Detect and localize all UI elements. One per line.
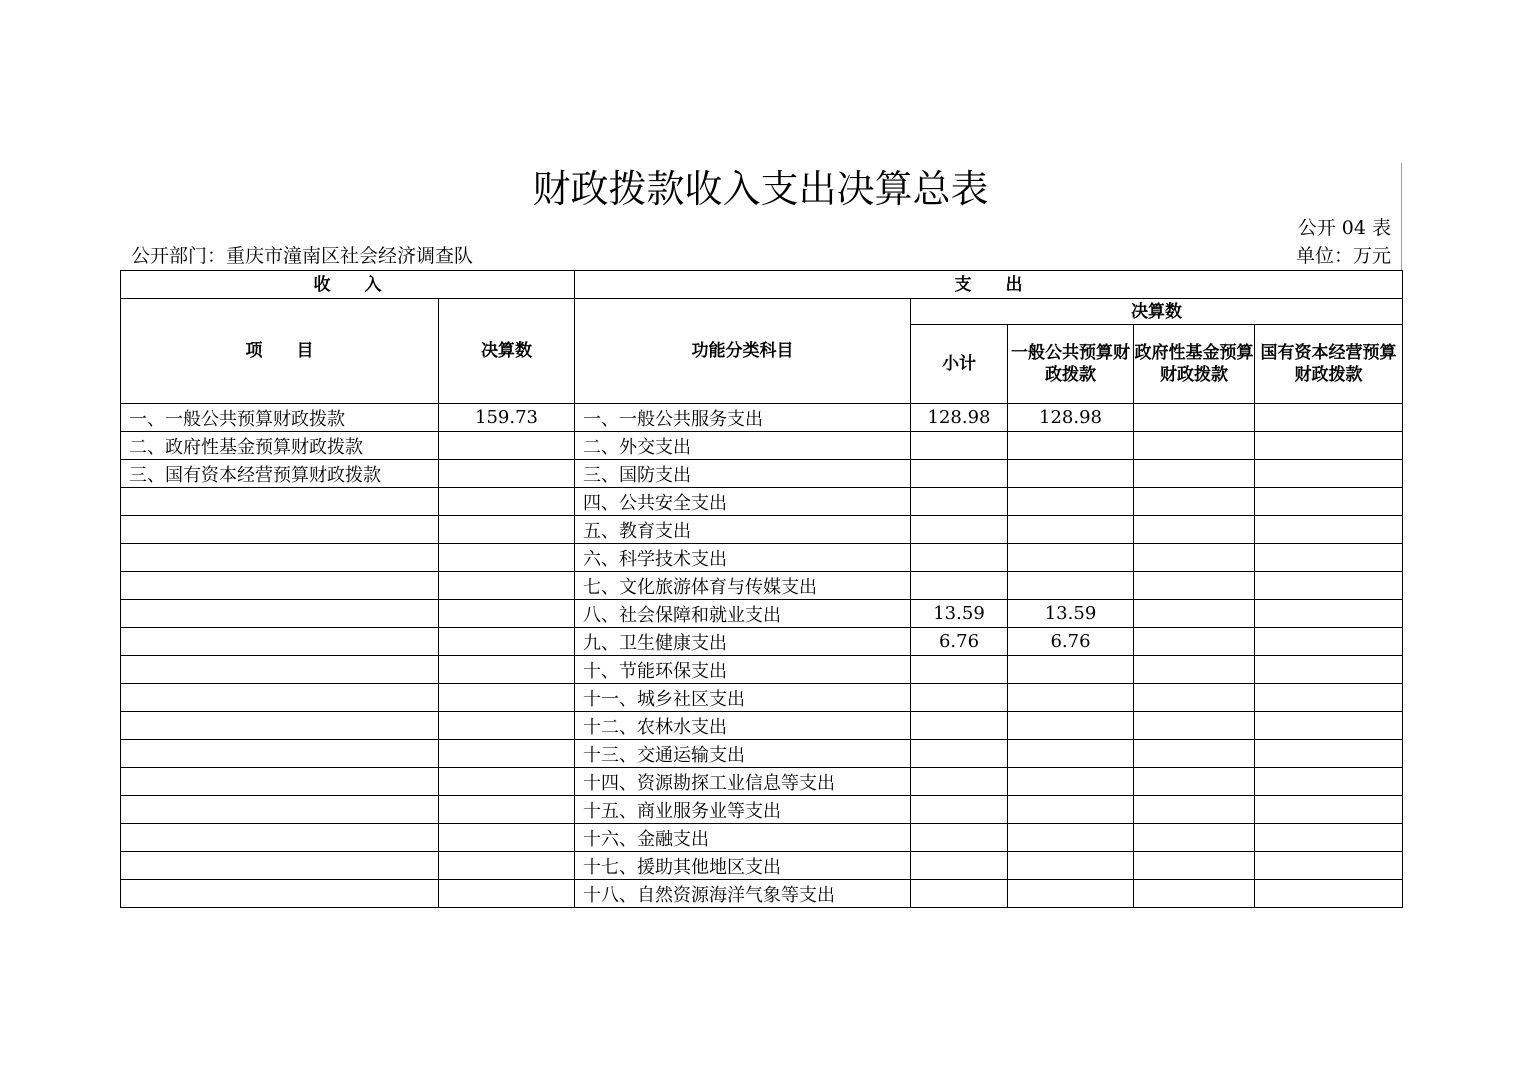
state-capital-cell: [1255, 852, 1403, 880]
general-budget-cell: [1008, 656, 1134, 684]
table-row: [121, 460, 1403, 488]
income-amount-cell: [439, 432, 575, 460]
state-capital-cell: [1255, 824, 1403, 852]
general-budget-cell: [1008, 852, 1134, 880]
item-header: 项 目: [121, 299, 439, 404]
subtotal-cell: [911, 768, 1008, 796]
table-row: [121, 516, 1403, 544]
gov-fund-header: 政府性基金预算财政拨款: [1134, 325, 1255, 404]
state-capital-cell: [1255, 880, 1403, 908]
general-budget-header: 一般公共预算财政拨款: [1008, 325, 1134, 404]
income-item-cell: 二、政府性基金预算财政拨款: [121, 432, 439, 460]
subtotal-cell: [911, 684, 1008, 712]
general-budget-cell: [1008, 880, 1134, 908]
income-amount-cell: [439, 712, 575, 740]
general-budget-cell: [1008, 824, 1134, 852]
subtotal-cell: [911, 880, 1008, 908]
table-row: [121, 404, 1403, 432]
subtotal-cell: 6.76: [911, 628, 1008, 656]
gov-fund-cell: [1134, 880, 1255, 908]
subtotal-cell: [911, 740, 1008, 768]
income-amount-cell: [439, 516, 575, 544]
state-capital-cell: [1255, 516, 1403, 544]
gov-fund-cell: [1134, 796, 1255, 824]
income-item-cell: [121, 768, 439, 796]
table-row: [121, 824, 1403, 852]
general-budget-cell: 13.59: [1008, 600, 1134, 628]
gov-fund-cell: [1134, 544, 1255, 572]
subtotal-cell: [911, 572, 1008, 600]
state-capital-cell: [1255, 488, 1403, 516]
general-budget-cell: [1008, 516, 1134, 544]
income-amount-cell: 159.73: [439, 404, 575, 432]
table-row: [121, 432, 1403, 460]
table-row: [121, 740, 1403, 768]
expense-item-cell: 五、教育支出: [575, 516, 911, 544]
income-item-cell: [121, 740, 439, 768]
table-row: [121, 488, 1403, 516]
table-row: [121, 712, 1403, 740]
expense-item-cell: 九、卫生健康支出: [575, 628, 911, 656]
state-capital-cell: [1255, 404, 1403, 432]
subtotal-header: 小计: [911, 325, 1008, 404]
page-title: 财政拨款收入支出决算总表: [532, 167, 989, 211]
gov-fund-cell: [1134, 572, 1255, 600]
expense-item-cell: 十四、资源勘探工业信息等支出: [575, 768, 911, 796]
expense-item-cell: 十三、交通运输支出: [575, 740, 911, 768]
income-item-cell: [121, 712, 439, 740]
expense-item-cell: 十五、商业服务业等支出: [575, 796, 911, 824]
income-amount-cell: [439, 460, 575, 488]
expense-item-cell: 八、社会保障和就业支出: [575, 600, 911, 628]
income-amount-cell: [439, 572, 575, 600]
subtotal-cell: [911, 460, 1008, 488]
general-budget-cell: [1008, 740, 1134, 768]
state-capital-cell: [1255, 572, 1403, 600]
subtotal-cell: [911, 516, 1008, 544]
state-capital-cell: [1255, 796, 1403, 824]
state-capital-cell: [1255, 432, 1403, 460]
state-capital-cell: [1255, 768, 1403, 796]
gov-fund-cell: [1134, 628, 1255, 656]
income-amount-cell: [439, 600, 575, 628]
general-budget-cell: [1008, 488, 1134, 516]
subtotal-cell: 128.98: [911, 404, 1008, 432]
income-item-cell: [121, 544, 439, 572]
income-item-cell: 三、国有资本经营预算财政拨款: [121, 460, 439, 488]
final-amount-header: 决算数: [911, 299, 1403, 325]
income-section-header: 收 入: [121, 271, 575, 299]
income-amount-cell: [439, 684, 575, 712]
gov-fund-cell: [1134, 852, 1255, 880]
expense-item-cell: 六、科学技术支出: [575, 544, 911, 572]
table-row: [121, 684, 1403, 712]
gov-fund-cell: [1134, 656, 1255, 684]
income-item-cell: [121, 628, 439, 656]
income-item-cell: [121, 880, 439, 908]
form-number: 公开 04 表: [1297, 217, 1391, 239]
state-capital-cell: [1255, 712, 1403, 740]
income-amount-cell: [439, 628, 575, 656]
general-budget-cell: [1008, 796, 1134, 824]
expense-item-cell: 七、文化旅游体育与传媒支出: [575, 572, 911, 600]
subtotal-cell: [911, 488, 1008, 516]
income-amount-cell: [439, 824, 575, 852]
gov-fund-cell: [1134, 488, 1255, 516]
income-amount-header: 决算数: [439, 299, 575, 404]
income-item-cell: [121, 516, 439, 544]
general-budget-cell: [1008, 684, 1134, 712]
table-row: [121, 600, 1403, 628]
state-capital-cell: [1255, 740, 1403, 768]
gov-fund-cell: [1134, 404, 1255, 432]
income-amount-cell: [439, 852, 575, 880]
expense-item-cell: 十、节能环保支出: [575, 656, 911, 684]
table-row: [121, 572, 1403, 600]
general-budget-cell: 128.98: [1008, 404, 1134, 432]
income-item-cell: [121, 796, 439, 824]
income-amount-cell: [439, 544, 575, 572]
expense-item-cell: 三、国防支出: [575, 460, 911, 488]
income-amount-cell: [439, 656, 575, 684]
state-capital-cell: [1255, 684, 1403, 712]
gov-fund-cell: [1134, 824, 1255, 852]
subtotal-cell: [911, 796, 1008, 824]
table-row: [121, 880, 1403, 908]
subtotal-cell: 13.59: [911, 600, 1008, 628]
general-budget-cell: [1008, 768, 1134, 796]
income-amount-cell: [439, 488, 575, 516]
state-capital-cell: [1255, 628, 1403, 656]
gov-fund-cell: [1134, 768, 1255, 796]
state-capital-cell: [1255, 656, 1403, 684]
general-budget-cell: 6.76: [1008, 628, 1134, 656]
income-amount-cell: [439, 880, 575, 908]
unit-label: 单位：万元: [1295, 245, 1391, 267]
subtotal-cell: [911, 852, 1008, 880]
general-budget-cell: [1008, 432, 1134, 460]
subtotal-cell: [911, 544, 1008, 572]
gov-fund-cell: [1134, 600, 1255, 628]
income-item-cell: [121, 684, 439, 712]
expense-section-header: 支 出: [575, 271, 1403, 299]
general-budget-cell: [1008, 460, 1134, 488]
income-item-cell: [121, 656, 439, 684]
department-label: 公开部门：重庆市潼南区社会经济调查队: [131, 245, 474, 267]
state-capital-cell: [1255, 600, 1403, 628]
state-capital-cell: [1255, 460, 1403, 488]
income-item-cell: [121, 488, 439, 516]
table-row: [121, 796, 1403, 824]
gov-fund-cell: [1134, 516, 1255, 544]
subtotal-cell: [911, 824, 1008, 852]
expense-item-cell: 十二、农林水支出: [575, 712, 911, 740]
table-row: [121, 768, 1403, 796]
general-budget-cell: [1008, 712, 1134, 740]
state-capital-header: 国有资本经营预算财政拨款: [1255, 325, 1403, 404]
expense-item-cell: 四、公共安全支出: [575, 488, 911, 516]
income-item-cell: [121, 600, 439, 628]
gov-fund-cell: [1134, 432, 1255, 460]
function-category-header: 功能分类科目: [575, 299, 911, 404]
expense-item-cell: 一、一般公共服务支出: [575, 404, 911, 432]
state-capital-cell: [1255, 544, 1403, 572]
income-item-cell: [121, 824, 439, 852]
gov-fund-cell: [1134, 740, 1255, 768]
income-item-cell: [121, 572, 439, 600]
general-budget-cell: [1008, 572, 1134, 600]
gov-fund-cell: [1134, 712, 1255, 740]
expense-item-cell: 十七、援助其他地区支出: [575, 852, 911, 880]
income-item-cell: 一、一般公共预算财政拨款: [121, 404, 439, 432]
expense-item-cell: 十八、自然资源海洋气象等支出: [575, 880, 911, 908]
income-amount-cell: [439, 740, 575, 768]
table-row: [121, 656, 1403, 684]
income-item-cell: [121, 852, 439, 880]
expense-item-cell: 十一、城乡社区支出: [575, 684, 911, 712]
table-row: [121, 852, 1403, 880]
income-amount-cell: [439, 796, 575, 824]
expense-item-cell: 二、外交支出: [575, 432, 911, 460]
general-budget-cell: [1008, 544, 1134, 572]
subtotal-cell: [911, 432, 1008, 460]
expense-item-cell: 十六、金融支出: [575, 824, 911, 852]
subtotal-cell: [911, 656, 1008, 684]
gov-fund-cell: [1134, 684, 1255, 712]
gov-fund-cell: [1134, 460, 1255, 488]
appropriation-table: [120, 270, 1403, 908]
table-row: [121, 628, 1403, 656]
income-amount-cell: [439, 768, 575, 796]
table-row: [121, 544, 1403, 572]
subtotal-cell: [911, 712, 1008, 740]
